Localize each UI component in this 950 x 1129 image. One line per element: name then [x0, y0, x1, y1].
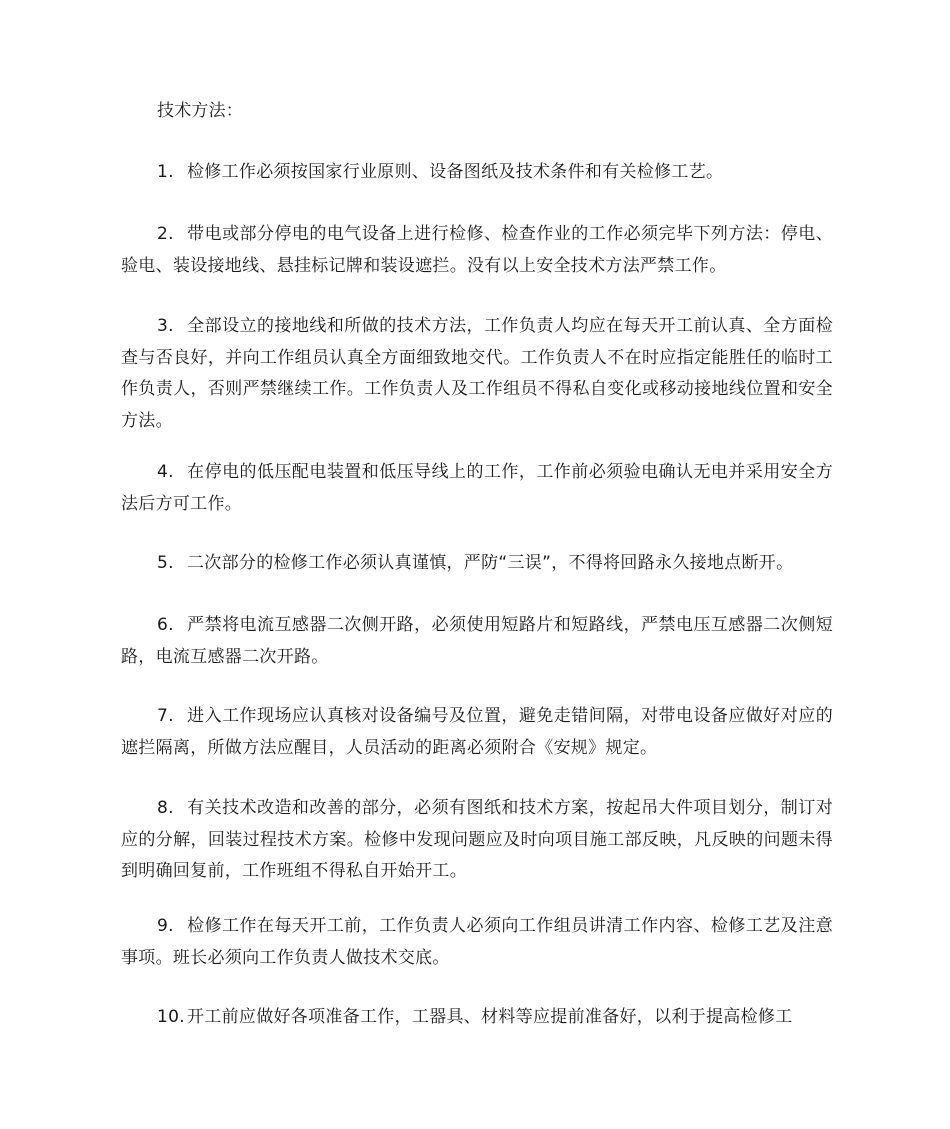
item-text: 开工前应做好各项准备工作，工器具、材料等应提前准备好，以利于提高检修工 [187, 1007, 793, 1027]
item-number: 8. [157, 798, 174, 818]
list-item-7 [121, 701, 833, 764]
item-number: 3. [157, 316, 174, 336]
list-item-4 [121, 457, 833, 520]
list-item-9 [121, 911, 833, 974]
item-number: 7. [157, 706, 174, 726]
item-text: 二次部分的检修工作必须认真谨慎，严防“三误”，不得将回路永久接地点断开。 [187, 553, 794, 573]
list-item-2 [121, 219, 833, 282]
list-item-6 [121, 610, 833, 673]
item-number: 4. [157, 462, 174, 482]
list-item-3 [121, 311, 833, 437]
item-number: 2. [157, 224, 174, 244]
item-text: 全部设立的接地线和所做的技术方法，工作负责人均应在每天开工前认真、全方面检查与否良好，并向工作组员认真全方面细致地交代。工作负责人不在时应指定能胜任的临时工作负责人，否则严禁继续工作。工作负责人及工作组员不得私自变化或移动接地线位置和安全方法。 [121, 316, 833, 431]
item-number: 6. [157, 615, 174, 635]
item-text: 在停电的低压配电装置和低压导线上的工作，工作前必须验电确认无电并采用安全方法后方可工作。 [121, 462, 833, 514]
list-item-1 [121, 157, 833, 189]
list-item-10 [121, 1002, 833, 1034]
item-text: 检修工作在每天开工前，工作负责人必须向工作组员讲清工作内容、检修工艺及注意事项。班长必须向工作负责人做技术交底。 [121, 916, 833, 968]
item-number: 1. [157, 162, 174, 182]
item-text: 检修工作必须按国家行业原则、设备图纸及技术条件和有关检修工艺。 [187, 162, 724, 182]
list-item-5 [121, 548, 833, 580]
item-number: 5. [157, 553, 174, 573]
item-text: 带电或部分停电的电气设备上进行检修、检查作业的工作必须完毕下列方法：停电、验电、装设接地线、悬挂标记牌和装设遮拦。没有以上安全技术方法严禁工作。 [121, 224, 833, 276]
section-heading: 技术方法： [157, 101, 243, 121]
item-number: 9. [157, 916, 174, 936]
list-item-8 [121, 793, 833, 888]
item-text: 有关技术改造和改善的部分，必须有图纸和技术方案，按起吊大件项目划分，制订对应的分解，回装过程技术方案。检修中发现问题应及时向项目施工部反映，凡反映的问题未得到明确回复前，工作班组不得私自开始开工。 [121, 798, 833, 881]
item-text: 严禁将电流互感器二次侧开路，必须使用短路片和短路线，严禁电压互感器二次侧短路，电流互感器二次开路。 [121, 615, 833, 667]
item-number: 10. [157, 1007, 185, 1027]
item-text: 进入工作现场应认真核对设备编号及位置，避免走错间隔，对带电设备应做好对应的遮拦隔离，所做方法应醒目，人员活动的距离必须附合《安规》规定。 [121, 706, 833, 758]
